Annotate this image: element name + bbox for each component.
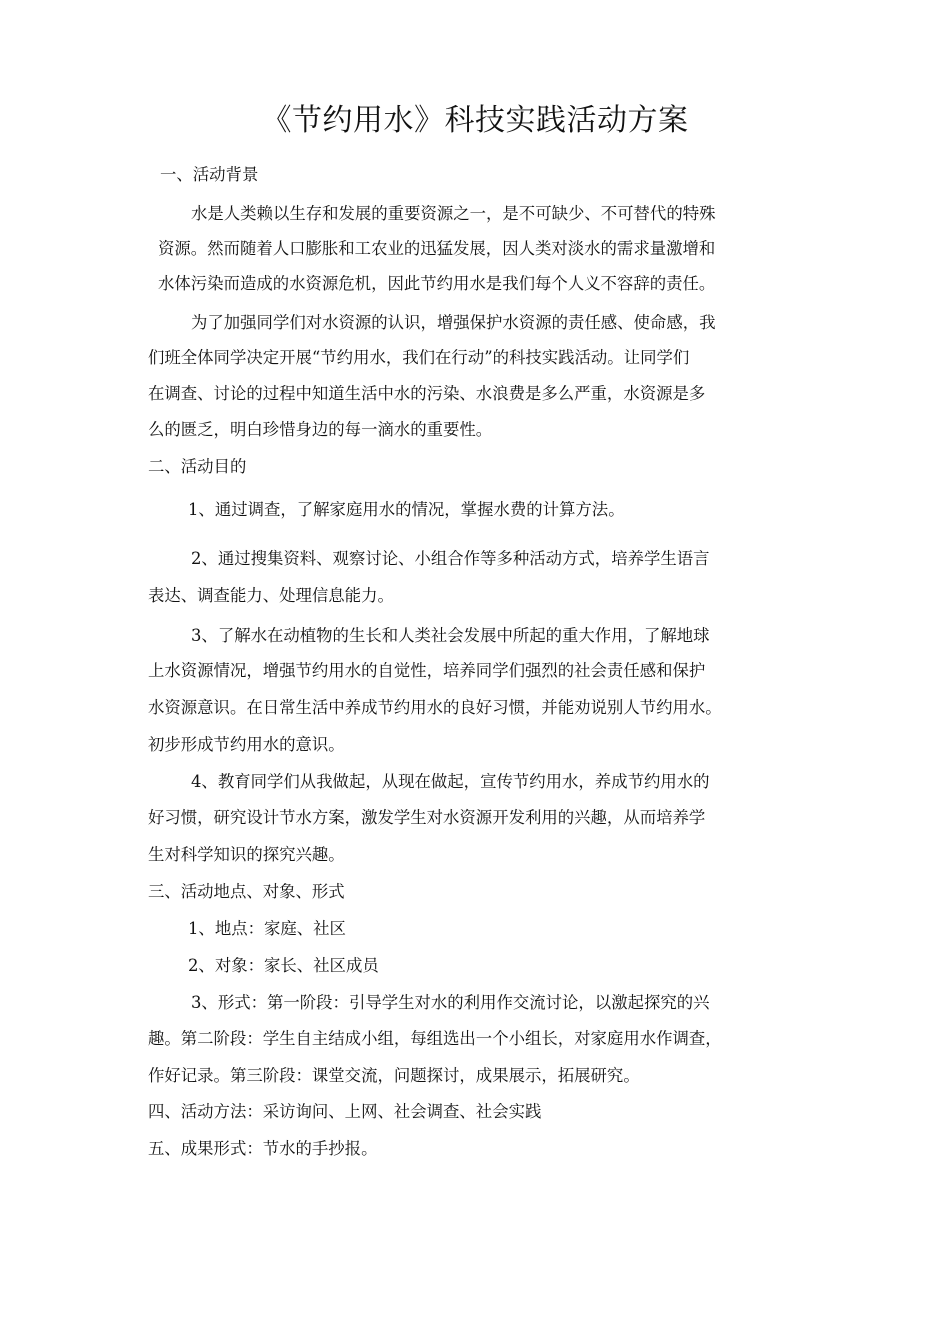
list-item: 1、地点：家庭、社区	[188, 919, 346, 938]
document-title: 《节约用水》科技实践活动方案	[261, 103, 689, 138]
paragraph-line: 资源。然而随着人口膨胀和工农业的迅猛发展，因人类对淡水的需求量激增和	[158, 239, 716, 258]
list-item: 3、形式：第一阶段：引导学生对水的利用作交流讨论，以激起探究的兴	[191, 993, 710, 1012]
paragraph-line: 初步形成节约用水的意识。	[148, 735, 345, 754]
paragraph-line: 在调查、讨论的过程中知道生活中水的污染、水浪费是多么严重，水资源是多	[148, 384, 706, 403]
section-heading-location: 三、活动地点、对象、形式	[148, 882, 345, 901]
list-item: 1、通过调查，了解家庭用水的情况，掌握水费的计算方法。	[188, 500, 625, 519]
paragraph-line: 为了加强同学们对水资源的认识，增强保护水资源的责任感、使命感，我	[191, 313, 716, 332]
list-item: 2、通过搜集资料、观察讨论、小组合作等多种活动方式，培养学生语言	[191, 549, 710, 568]
section-heading-background: 一、活动背景	[160, 165, 259, 184]
paragraph-line: 水体污染而造成的水资源危机，因此节约用水是我们每个人义不容辞的责任。	[158, 274, 716, 293]
paragraph-line: 表达、调查能力、处理信息能力。	[148, 586, 394, 605]
paragraph-line: 生对科学知识的探究兴趣。	[148, 845, 345, 864]
paragraph-line: 趣。第二阶段：学生自主结成小组，每组选出一个小组长，对家庭用水作调查，	[148, 1029, 722, 1048]
paragraph-line: 们班全体同学决定开展“节约用水，我们在行动”的科技实践活动。让同学们	[148, 348, 690, 367]
paragraph-line: 作好记录。第三阶段：课堂交流，问题探讨，成果展示，拓展研究。	[148, 1066, 640, 1085]
section-heading-purpose: 二、活动目的	[148, 457, 247, 476]
list-item: 2、对象：家长、社区成员	[188, 956, 379, 975]
paragraph-line: 水是人类赖以生存和发展的重要资源之一，是不可缺少、不可替代的特殊	[191, 204, 716, 223]
paragraph-line: 么的匮乏，明白珍惜身边的每一滴水的重要性。	[148, 420, 493, 439]
list-item: 3、了解水在动植物的生长和人类社会发展中所起的重大作用，了解地球	[191, 626, 710, 645]
section-heading-methods: 四、活动方法：采访询问、上网、社会调查、社会实践	[148, 1102, 542, 1121]
paragraph-line: 好习惯，研究设计节水方案，激发学生对水资源开发利用的兴趣，从而培养学	[148, 808, 706, 827]
paragraph-line: 水资源意识。在日常生活中养成节约用水的良好习惯，并能劝说别人节约用水。	[148, 698, 722, 717]
section-heading-results: 五、成果形式：节水的手抄报。	[148, 1139, 378, 1158]
list-item: 4、教育同学们从我做起，从现在做起，宣传节约用水，养成节约用水的	[191, 772, 710, 791]
paragraph-line: 上水资源情况，增强节约用水的自觉性，培养同学们强烈的社会责任感和保护	[148, 661, 706, 680]
